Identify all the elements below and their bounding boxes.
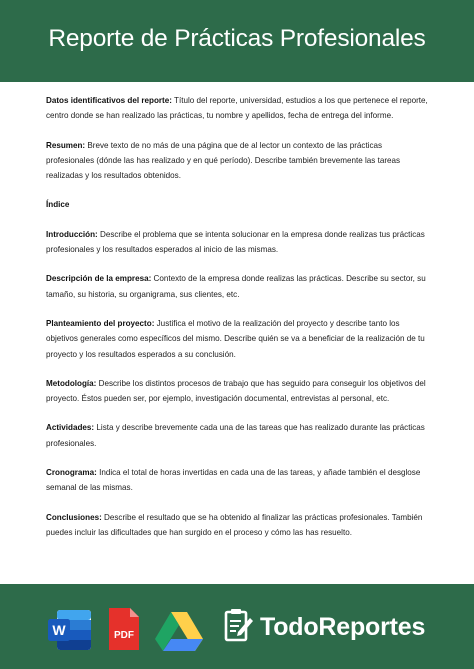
section-text: Breve texto de no más de una página que de al lector un contexto de las prácticas profesionales (dónde las has realizado y en qué período). Describe también brevemente las tareas realizadas y los resultados obtenidos.	[46, 140, 401, 181]
brand-logo[interactable]	[224, 609, 425, 645]
section-indice	[46, 197, 432, 212]
word-letter: W	[52, 622, 66, 638]
document-pencil-icon	[224, 609, 254, 645]
page-header	[0, 0, 474, 82]
section-text: Describe el resultado que se ha obtenido al finalizar las prácticas profesionales. También puedes incluir las dificultades que han surgido en el proceso y cómo las has resuelto.	[46, 512, 423, 537]
section-heading: Actividades:	[46, 423, 95, 433]
section-heading: Cronograma:	[46, 468, 97, 478]
report-body	[46, 93, 432, 554]
section-heading: Resumen:	[46, 140, 86, 150]
brand-name: TodoReportes	[260, 612, 426, 641]
word-icon[interactable]	[47, 609, 93, 651]
section-cronograma	[46, 465, 432, 496]
section-text: Contexto de la empresa donde realizas las prácticas. Describe su sector, su tamaño, su historia, su organigrama, sus clientes, etc.	[46, 274, 426, 299]
section-metodologia	[46, 376, 432, 407]
section-heading: Conclusiones:	[46, 512, 102, 522]
section-text: Título del reporte, universidad, estudios a los que pertenece el reporte, centro donde se han realizado las prácticas, tu nombre y apellidos, fecha de entrega del informe.	[46, 96, 428, 121]
section-heading: Metodología:	[46, 378, 97, 388]
section-datos	[46, 93, 432, 124]
section-text: Describe los distintos procesos de trabajo que has seguido para conseguir los objetivos del proyecto. Éstos pueden ser, por ejemplo, investigación documental, entrevistas al personal, etc.	[46, 378, 426, 404]
section-text: Lista y describe brevemente cada una de las tareas que has realizado durante las prácticas profesionales.	[46, 423, 425, 448]
section-empresa	[46, 271, 432, 302]
section-heading: Introducción:	[46, 229, 98, 239]
section-introduccion	[46, 227, 432, 258]
section-heading: Índice	[46, 200, 70, 210]
section-heading: Datos identificativos del reporte:	[46, 96, 172, 105]
pdf-icon[interactable]	[107, 606, 141, 652]
section-text: Indica el total de horas invertidas en cada una de las tareas, y añade también el desglose semanal de las mismas.	[46, 468, 421, 493]
section-actividades	[46, 420, 432, 451]
section-heading: Descripción de la empresa:	[46, 274, 152, 284]
section-planteamiento	[46, 316, 432, 362]
google-drive-icon[interactable]	[154, 610, 204, 652]
section-text: Describe el problema que se intenta solucionar en la empresa donde realizas tus prácticas profesionales y los resultados esperados al inicio de las mismas.	[46, 229, 425, 255]
page-title: Reporte de Prácticas Profesionales	[48, 25, 426, 52]
section-heading: Planteamiento del proyecto:	[46, 318, 155, 328]
section-conclusiones	[46, 510, 432, 541]
section-resumen	[46, 138, 432, 184]
pdf-label: PDF	[114, 630, 134, 641]
section-text: Justifica el motivo de la realización del proyecto y describe tanto los objetivos generales como específicos del mismo. Describe quién se va a beneficiar de la realización de tu proyecto y los resultados esperados a su conclusión.	[46, 318, 425, 359]
